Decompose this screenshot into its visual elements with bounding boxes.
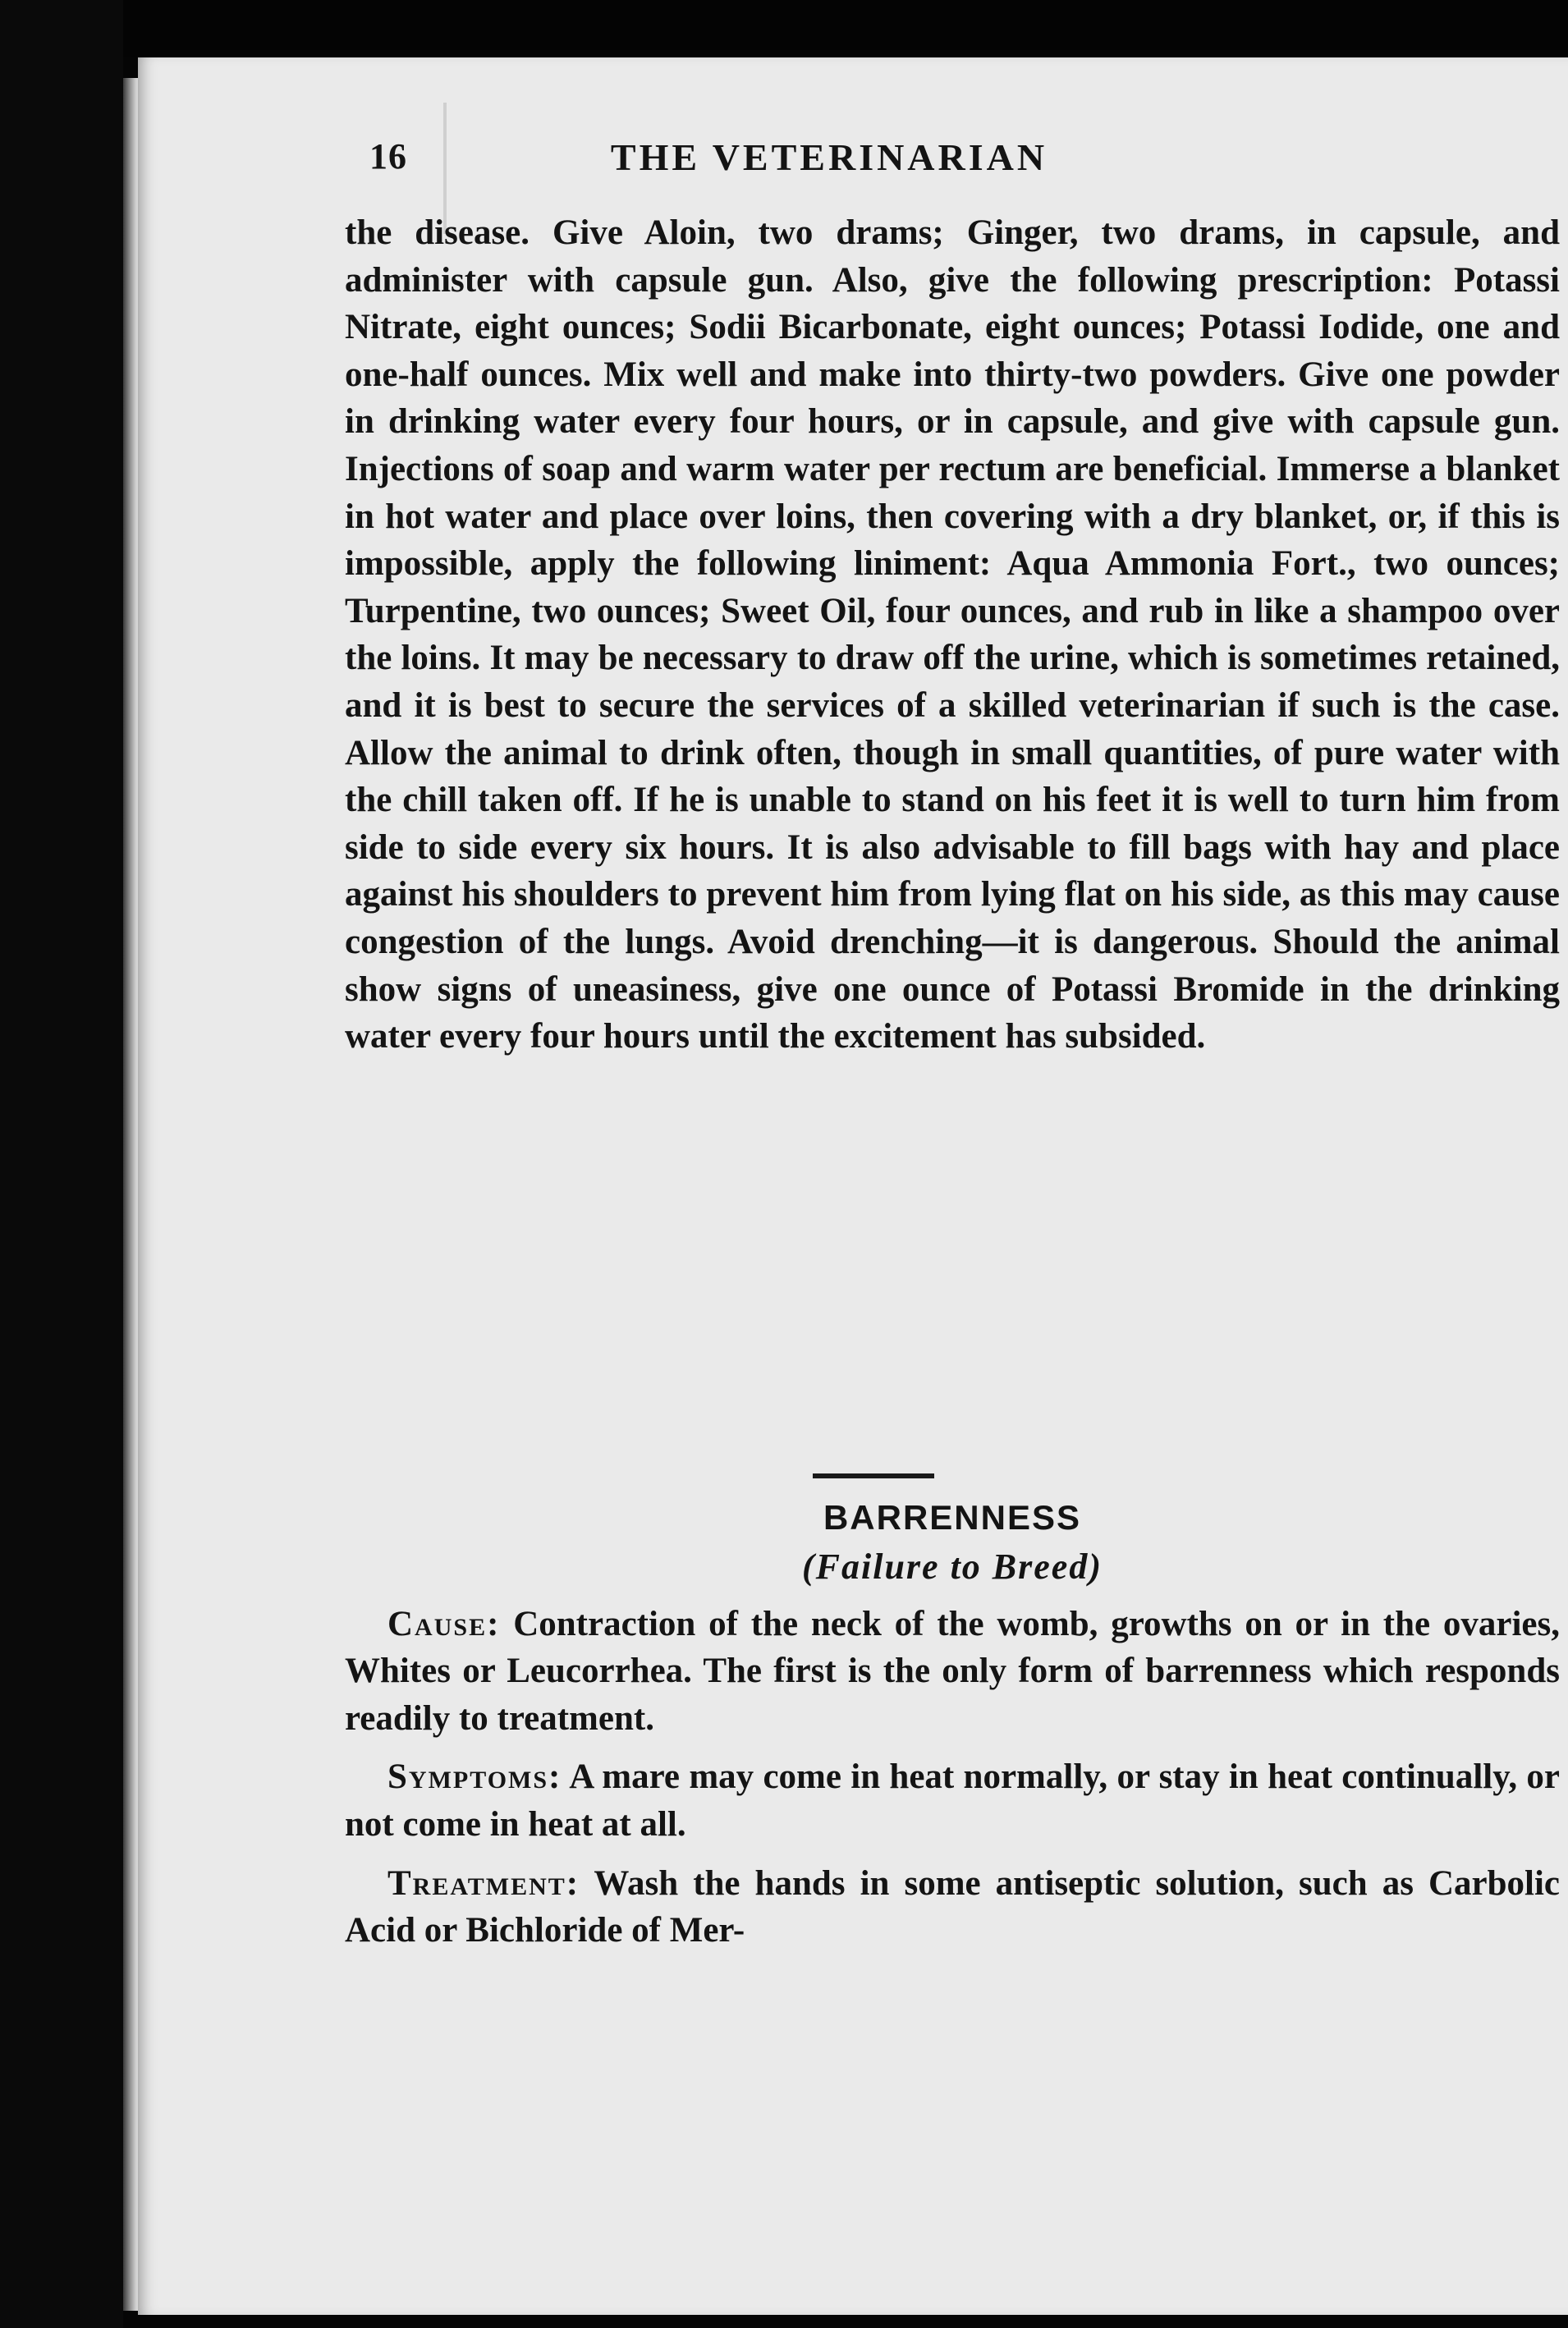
running-title: THE VETERINARIAN — [610, 136, 1048, 178]
cause-entry — [345, 1601, 1560, 1743]
cause-text: Contraction of the neck of the womb, growths on or in the ovaries, Whites or Leucorrhea. The first is the only form of barrenness which responds readily to treatment. — [345, 1604, 1560, 1738]
treatment-text: Wash the hands in some antiseptic solution, such as Carbolic Acid or Bichloride of Mer- — [345, 1863, 1560, 1950]
symptoms-entry — [345, 1753, 1560, 1848]
treatment-label: Treatment: — [387, 1863, 580, 1903]
scan-background-left — [0, 0, 123, 2328]
symptoms-text: A mare may come in heat normally, or stay in heat continually, or not come in heat at all. — [345, 1757, 1561, 1844]
cause-label: Cause: — [387, 1604, 501, 1643]
treatment-entry — [345, 1860, 1560, 1955]
section-heading: BARRENNESS — [823, 1498, 1082, 1537]
section-subheading: (Failure to Breed) — [802, 1547, 1103, 1587]
page-number: 16 — [369, 136, 407, 176]
section-divider — [813, 1473, 934, 1478]
body-paragraph: the disease. Give Aloin, two drams; Ginger, two drams, in capsule, and administer with capsule gun. Also, give the following prescription: Potassi Nitrate, eight ounces; Sodii Bicarbonate, eight ounces; Potassi Iodide, one and one-half ounces. Mix well and make into thirty-two powders. Give one powder in drinking water every four hours, or in capsule, and give with capsule gun. Injections of soap and warm water per rectum are beneficial. Immerse a blanket in hot water and place over loins, then covering with a dry blanket, or, if this is impossible, apply the following liniment: Aqua Ammonia Fort., two ounces; Turpentine, two ounces; Sweet Oil, four ounces, and rub in like a shampoo over the loins. It may be necessary to draw off the urine, which is sometimes retained, and it is best to secure the services of a skilled veterinarian if such is the case. Allow the animal to drink often, though in small quantities, of pure water with the chill taken off. If he is unable to stand on his feet it is well to turn him from side to side every six hours. It is also advisable to fill bags with hay and place against his shoulders to prevent him from lying flat on his side, as this may cause congestion of the lungs. Avoid drenching—it is dangerous. Should the animal show signs of uneasiness, give one ounce of Potassi Bromide in the drinking water every four hours until the excitement has subsided. — [345, 213, 1560, 1056]
page-header — [369, 135, 1289, 201]
scan-background-top — [0, 0, 1568, 57]
symptoms-label: Symptoms: — [387, 1757, 562, 1797]
barrenness-section — [345, 1494, 1560, 1966]
